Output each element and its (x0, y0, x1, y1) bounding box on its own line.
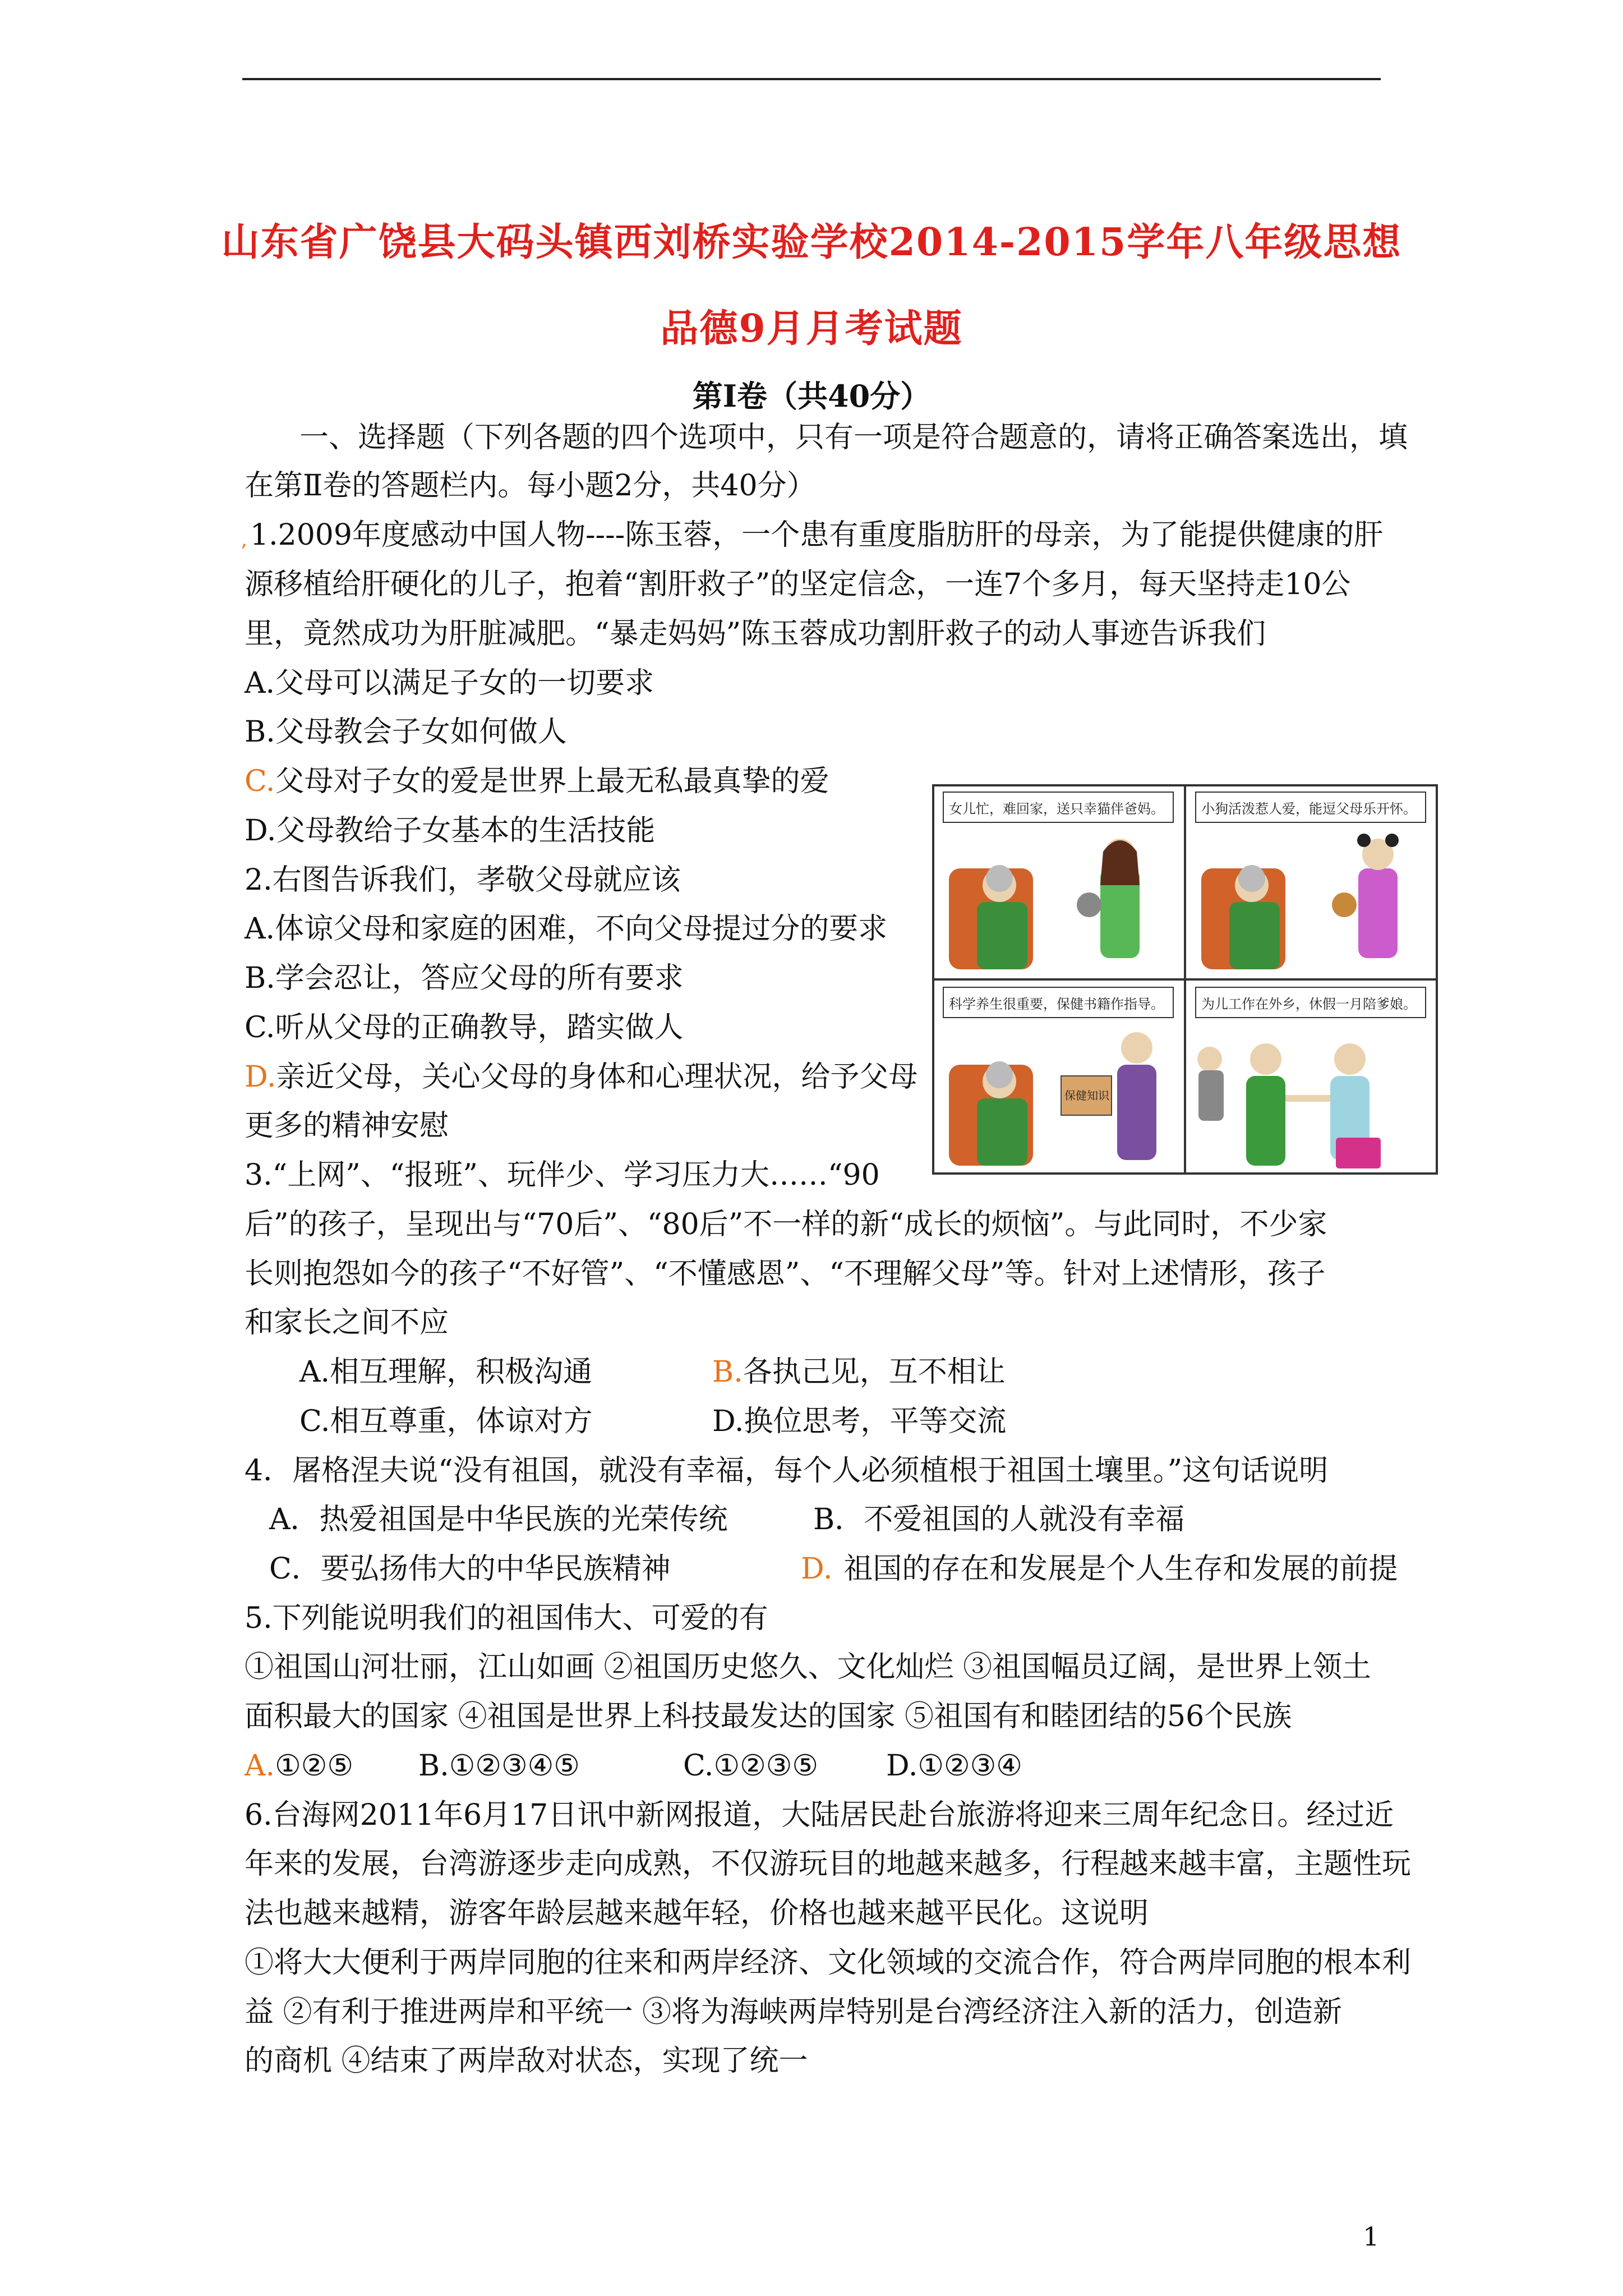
comic-figure (932, 784, 1438, 1175)
question-5-statements: 面积最大的国家 ④祖国是世界上科技最发达的国家 ⑤祖国有和睦团结的56个民族 (245, 1700, 1292, 1733)
question-1-stem: 里，竟然成功为肝脏减肥。“暴走妈妈”陈玉蓉成功割肝救子的动人事迹告诉我们 (245, 617, 1266, 651)
question-2-stem: 2.右图告诉我们，孝敬父母就应该 (245, 863, 681, 897)
question-2-continuation: 更多的精神安慰 (245, 1109, 449, 1143)
option-letter: C. (245, 1011, 275, 1045)
question-4-stem: 4．屠格涅夫说“没有祖国，就没有幸福，每个人必须植根于祖国土壤里。”这句话说明 (245, 1454, 1329, 1488)
question-3-option-d (712, 1407, 1006, 1436)
option-text: 不爱祖国的人就没有幸福 (864, 1503, 1185, 1536)
option-text: 各执己见，互不相让 (743, 1355, 1006, 1389)
question-2-option-b (245, 961, 684, 995)
option-text: 祖国的存在和发展是个人生存和发展的前提 (843, 1552, 1398, 1586)
question-5-option-d (886, 1749, 1022, 1783)
comic-caption: 科学养生很重要，保健书籍作指导。 (949, 996, 1164, 1012)
comic-box-label: 保健知识 (1064, 1089, 1109, 1102)
question-3-stem: 和家长之间不应 (245, 1306, 449, 1340)
question-5-option-a (245, 1749, 353, 1783)
edit-mark: , (241, 528, 247, 551)
option-letter: B. (418, 1749, 449, 1783)
page-title-line2: 品德9月月考试题 (660, 306, 963, 351)
option-text: 父母可以满足子女的一切要求 (275, 666, 654, 700)
option-text: ①②③④ (917, 1749, 1022, 1783)
question-1-option-d (245, 814, 656, 848)
option-letter: A. (299, 1355, 330, 1389)
question-1-option-b (245, 717, 567, 747)
question-4-option-b (813, 1505, 1184, 1534)
option-letter: C． (269, 1552, 321, 1586)
question-5-option-b (418, 1749, 580, 1783)
option-text: ①②③④⑤ (449, 1749, 580, 1783)
question-6-stem: 年来的发展，台湾游逐步走向成熟，不仅游玩目的地越来越多，行程越来越丰富，主题性玩 (245, 1847, 1412, 1881)
question-2-option-d (245, 1062, 917, 1092)
option-letter: B． (813, 1503, 864, 1536)
question-5-statements: ①祖国山河壮丽，江山如画 ②祖国历史悠久、文化灿烂 ③祖国幅员辽阔，是世界上领土 (245, 1650, 1372, 1684)
option-text: ①②⑤ (275, 1749, 353, 1783)
question-4-option-a (269, 1505, 728, 1534)
question-3-stem: 3.“上网”、“报班”、玩伴少、学习压力大……“90 (245, 1158, 880, 1192)
option-letter: A. (245, 912, 275, 946)
option-text: 相互理解，积极沟通 (330, 1355, 593, 1389)
question-5-option-c (683, 1749, 818, 1783)
question-6-stem: 6.台海网2011年6月17日讯中新网报道，大陆居民赴台旅游将迎来三周年纪念日。经过近 (245, 1798, 1394, 1832)
instruction-line: 一、选择题（下列各题的四个选项中，只有一项是符合题意的，请将正确答案选出，填 (299, 421, 1408, 454)
option-text: 热爱祖国是中华民族的光荣传统 (319, 1503, 728, 1536)
question-6-statements: 的商机 ④结束了两岸敌对状态，实现了统一 (245, 2044, 808, 2078)
option-letter: D. (712, 1405, 744, 1438)
page-number: 1 (1363, 2221, 1380, 2252)
question-2-option-c (245, 1011, 684, 1045)
option-text: 学会忍让，答应父母的所有要求 (275, 961, 684, 995)
answer-letter: D. (245, 1060, 276, 1094)
option-letter: D. (245, 814, 276, 848)
question-4-option-d (801, 1554, 1398, 1584)
question-6-stem: 法也越来越精，游客年龄层越来越年轻，价格也越来越平民化。这说明 (245, 1897, 1149, 1930)
answer-letter: B. (712, 1355, 743, 1389)
option-text: 相互尊重，体谅对方 (330, 1405, 593, 1438)
question-4-option-c (269, 1554, 671, 1584)
option-text: 父母对子女的爱是世界上最无私最真挚的爱 (275, 765, 829, 798)
option-letter: B. (245, 715, 275, 749)
question-3-stem: 长则抱怨如今的孩子“不好管”、“不懂感恩”、“不理解父母”等。针对上述情形，孩子 (245, 1257, 1326, 1291)
header-rule (242, 78, 1381, 80)
question-3-option-c (299, 1407, 592, 1436)
option-letter: D. (886, 1749, 918, 1783)
answer-letter: C. (245, 765, 275, 798)
option-text: 要弘扬伟大的中华民族精神 (320, 1552, 671, 1586)
option-text: 体谅父母和家庭的困难，不向父母提过分的要求 (275, 912, 888, 946)
option-text: 换位思考，平等交流 (744, 1405, 1007, 1438)
option-letter: A. (245, 666, 275, 700)
question-3-option-a (299, 1355, 593, 1389)
answer-letter: D. (801, 1552, 833, 1586)
question-3-stem: 后”的孩子，呈现出与“70后”、“80后”不一样的新“成长的烦恼”。与此同时，不少家 (245, 1208, 1327, 1241)
comic-caption: 小狗活泼惹人爱，能逗父母乐开怀。 (1201, 801, 1417, 817)
option-letter: C. (683, 1749, 714, 1783)
option-letter: C. (299, 1405, 330, 1438)
question-1-stem: 源移植给肝硬化的儿子，抱着“割肝救子”的坚定信念，一连7个多月，每天坚持走10公 (245, 568, 1351, 601)
answer-letter: A. (245, 1749, 275, 1783)
page-title-line1: 山东省广饶县大码头镇西刘桥实验学校2014-2015学年八年级思想 (221, 220, 1402, 265)
option-text: 听从父母的正确教导，踏实做人 (275, 1011, 684, 1045)
comic-caption: 女儿忙，难回家，送只幸猫伴爸妈。 (949, 801, 1164, 817)
question-1-option-c (245, 767, 829, 796)
section-header: 第Ⅰ卷（共40分） (692, 378, 931, 414)
instruction-line: 在第Ⅱ卷的答题栏内。每小题2分，共40分） (245, 469, 816, 503)
option-text: 父母教会子女如何做人 (275, 715, 567, 749)
question-5-stem: 5.下列能说明我们的祖国伟大、可爱的有 (245, 1602, 768, 1635)
question-6-statements: ①将大大便利于两岸同胞的往来和两岸经济、文化领域的交流合作，符合两岸同胞的根本利 (245, 1946, 1412, 1980)
question-2-option-a (245, 914, 887, 944)
option-text: ①②③⑤ (713, 1749, 818, 1783)
question-6-statements: 益 ②有利于推进两岸和平统一 ③将为海峡两岸特别是台湾经济注入新的活力，创造新 (245, 1995, 1343, 2029)
option-letter: A． (269, 1503, 320, 1536)
option-text: 亲近父母，关心父母的身体和心理状况，给予父母 (276, 1060, 918, 1094)
option-letter: B. (245, 961, 275, 995)
question-1-stem: 1.2009年度感动中国人物----陈玉蓉，一个患有重度脂肪肝的母亲，为了能提供健康的肝 (250, 518, 1384, 552)
question-3-option-b (712, 1355, 1006, 1389)
option-text: 父母教给子女基本的生活技能 (276, 814, 656, 848)
question-1-option-a (245, 666, 654, 700)
comic-caption: 为儿工作在外乡，休假一月陪爹娘。 (1201, 996, 1417, 1012)
